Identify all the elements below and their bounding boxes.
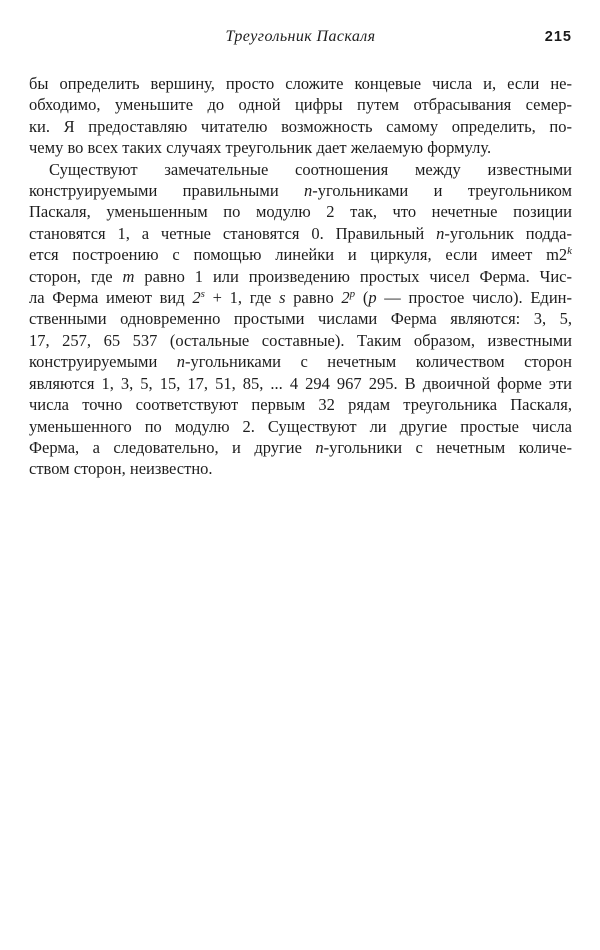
text-line: Паскаля, уменьшенным по модулю 2 так, что нечетные позиции	[29, 202, 572, 222]
page-body	[29, 73, 572, 480]
text-line: ки. Я предоставляю читателю возможность самому определить, по-	[29, 116, 572, 136]
text-line: числа точно соответствуют первым 32 рядам треугольника Паскаля,	[29, 395, 572, 415]
text-line: уменьшенного по модулю 2. Существуют ли другие простые числа	[29, 416, 572, 436]
text-line: ла Ферма имеют вид $2^s + 1$, где s равно 2$^p$ (p — простое число). Един-	[29, 288, 572, 308]
running-head-title: Треугольник Паскаля	[225, 28, 376, 45]
text-line: Ферма, а следовательно, и другие n-угольники с нечетным количе-	[29, 437, 572, 457]
text-line: чему во всех таких случаях треугольник дает желаемую формулу.	[29, 138, 492, 158]
text-line: ется построению с помощью линейки и циркуля, если имеет m2$^k$	[29, 245, 572, 265]
text-line: конструируемыми n-угольниками с нечетным количеством сторон	[29, 352, 572, 372]
text-line: 17, 257, 65 537 (остальные составные). Таким образом, известными	[29, 330, 572, 350]
page-number: 215	[544, 29, 572, 45]
text-line: Существуют замечательные соотношения между известными	[49, 159, 572, 179]
text-line: бы определить вершину, просто сложите концевые числа и, если не-	[29, 74, 572, 93]
paragraph	[29, 159, 572, 480]
text-line: ственными одновременно простыми числами Ферма являются: 3, 5,	[29, 309, 572, 329]
text-line: конструируемыми правильными n-угольниками и треугольником	[29, 181, 573, 201]
text-line: сторон, где m равно 1 или произведению простых чисел Ферма. Чис-	[29, 266, 572, 286]
text-line: являются 1, 3, 5, 15, 17, 51, 85, ... 4 294 967 295. В двоичной форме эти	[29, 373, 572, 393]
text-line: обходимо, уменьшите до одной цифры путем отбрасывания семер-	[29, 95, 572, 115]
text-line: становятся 1, а четные становятся 0. Правильный n-угольник подда-	[29, 223, 572, 243]
text-line: ством сторон, неизвестно.	[29, 459, 213, 479]
page-header	[29, 28, 572, 48]
paragraph	[29, 73, 572, 159]
